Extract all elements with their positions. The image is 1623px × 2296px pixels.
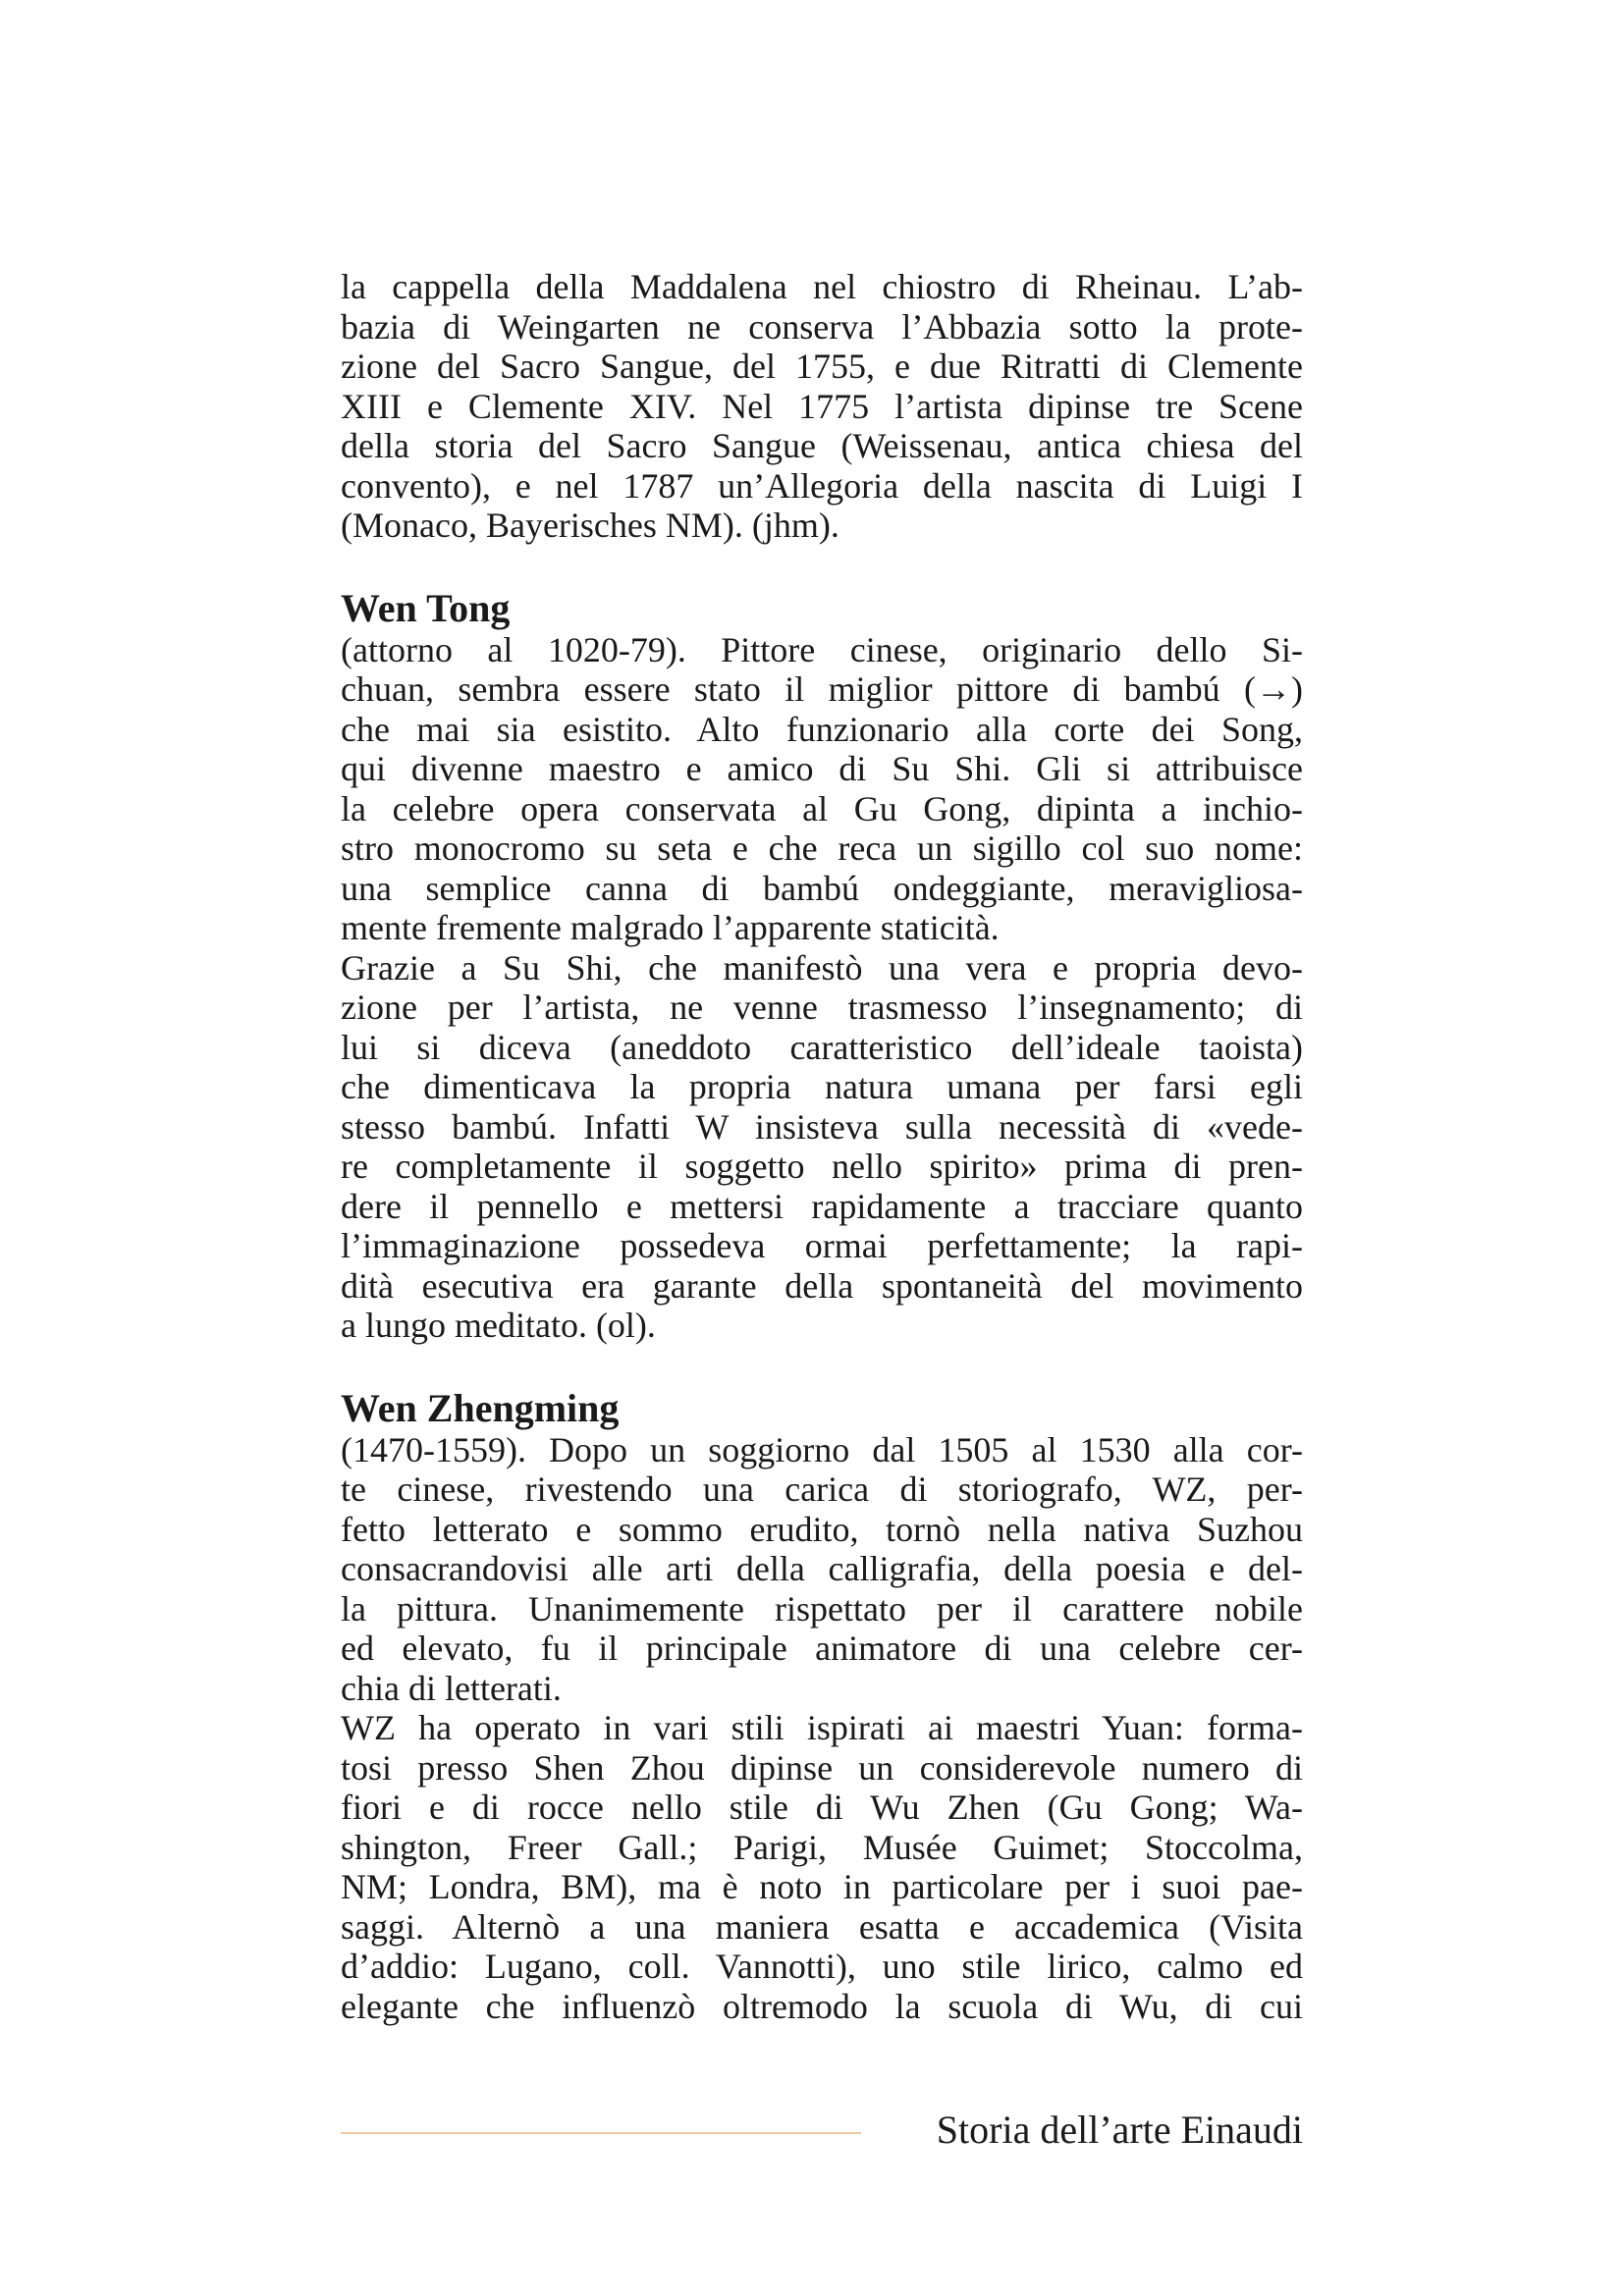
footer-rule [341, 2132, 861, 2134]
text-line: fetto letterato e sommo erudito, tornò nella nativa Suzhou [341, 1509, 1303, 1549]
text-line: che dimenticava la propria natura umana per farsi egli [341, 1067, 1303, 1106]
entry-title: Wen Zhengming [341, 1385, 620, 1430]
text-line: stesso bambú. Infatti W insisteva sulla necessità di «vede- [341, 1106, 1303, 1147]
text-line: convento), e nel 1787 un’Allegoria della nascita di Luigi I [341, 465, 1303, 506]
text-line: della storia del Sacro Sangue (Weissenau, antica chiesa del [341, 426, 1303, 465]
text-line: zione del Sacro Sangue, del 1755, e due Ritratti di Clemente [341, 347, 1303, 386]
text-line: a lungo meditato. (ol). [341, 1306, 656, 1345]
entry-paragraph [341, 1708, 1303, 2026]
text-line: la celebre opera conservata al Gu Gong, dipinta a inchio- [341, 788, 1303, 828]
entry-paragraph [341, 1430, 1303, 1709]
text-line: XIII e Clemente XIV. Nel 1775 l’artista dipinse tre Scene [341, 386, 1303, 426]
text-line: shington, Freer Gall.; Parigi, Musée Guimet; Stoccolma, [341, 1827, 1303, 1867]
text-line: chia di letterati. [341, 1668, 562, 1708]
text-line: re completamente il soggetto nello spirito» prima di pren- [341, 1147, 1303, 1186]
text-line: NM; Londra, BM), ma è noto in particolare per i suoi pae- [341, 1867, 1303, 1906]
entry-wen-tong [341, 587, 1303, 1346]
text-line: te cinese, rivestendo una carica di storiografo, WZ, per- [341, 1469, 1303, 1509]
text-line: lui si diceva (aneddoto caratteristico dell’ideale taoista) [341, 1027, 1303, 1067]
entry-wen-zhengming [341, 1387, 1303, 2027]
text-line: mente fremente malgrado l’apparente staticità. [341, 908, 1000, 947]
text-line: d’addio: Lugano, coll. Vannotti), uno stile lirico, calmo ed [341, 1947, 1303, 1986]
text-line: (1470-1559). Dopo un soggiorno dal 1505 al 1530 alla cor- [341, 1429, 1303, 1469]
text-line: (attorno al 1020-79). Pittore cinese, originario dello Si- [341, 629, 1303, 669]
text-line: l’immaginazione possedeva ormai perfettamente; la rapi- [341, 1226, 1303, 1265]
text-line: elegante che influenzò oltremodo la scuola di Wu, di cui [341, 1986, 1303, 2026]
text-line: stro monocromo su seta e che reca un sigillo col suo nome: [341, 828, 1303, 868]
text-line: chuan, sembra essere stato il miglior pittore di bambú (→) [341, 669, 1303, 709]
text-line: la cappella della Maddalena nel chiostro di Rheinau. L’ab- [341, 267, 1303, 306]
text-line: dere il pennello e mettersi rapidamente a tracciare quanto [341, 1186, 1303, 1226]
text-line: la pittura. Unanimemente rispettato per il carattere nobile [341, 1588, 1303, 1629]
publisher-name: Storia dell’arte Einaudi [936, 2108, 1303, 2152]
text-line: (Monaco, Bayerisches NM). (jhm). [341, 506, 839, 545]
text-line: tosi presso Shen Zhou dipinse un considerevole numero di [341, 1747, 1303, 1788]
text-line: dità esecutiva era garante della spontaneità del movimento [341, 1265, 1303, 1306]
text-line: ed elevato, fu il principale animatore di una celebre cer- [341, 1629, 1303, 1668]
text-line: fiori e di rocce nello stile di Wu Zhen (Gu Gong; Wa- [341, 1788, 1303, 1827]
entry-paragraph [341, 948, 1303, 1346]
text-line: bazia di Weingarten ne conserva l’Abbazia sotto la prote- [341, 306, 1303, 347]
text-line: saggi. Alternò a una maniera esatta e accademica (Visita [341, 1906, 1303, 1947]
text-line: Grazie a Su Shi, che manifestò una vera e propria devo- [341, 947, 1303, 988]
entry-title: Wen Tong [341, 585, 511, 630]
text-line: che mai sia esistito. Alto funzionario alla corte dei Song, [341, 709, 1303, 749]
text-line: qui divenne maestro e amico di Su Shi. Gli si attribuisce [341, 749, 1303, 788]
intro-paragraph [341, 267, 1303, 546]
text-line: una semplice canna di bambú ondeggiante, meravigliosa- [341, 868, 1303, 908]
page-column [341, 267, 1303, 2026]
text-line: consacrandovisi alle arti della calligrafia, della poesia e del- [341, 1549, 1303, 1588]
text-line: zione per l’artista, ne venne trasmesso l’insegnamento; di [341, 988, 1303, 1027]
text-line: WZ ha operato in vari stili ispirati ai maestri Yuan: forma- [341, 1708, 1303, 1747]
entry-paragraph [341, 630, 1303, 948]
page-footer [341, 2109, 1303, 2158]
